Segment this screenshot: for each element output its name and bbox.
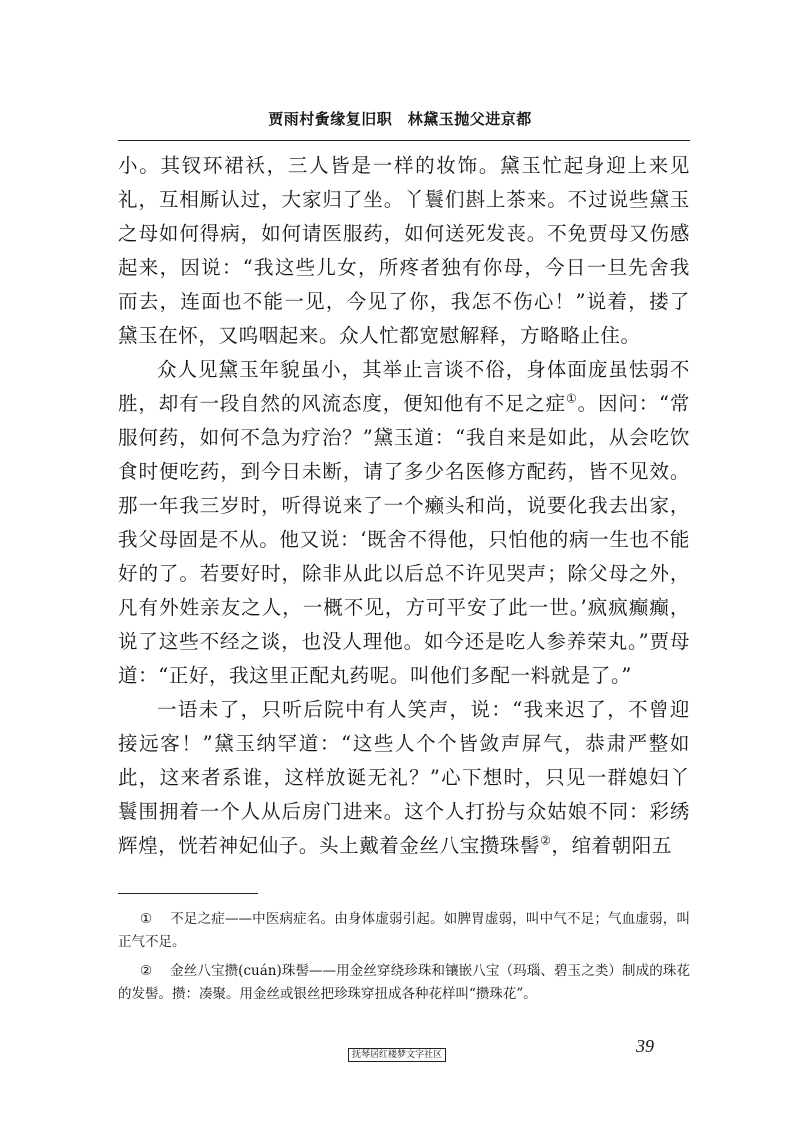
running-header: 贾雨村夤缘复旧职 林黛玉抛父进京都 — [268, 110, 532, 128]
page-number: 39 — [636, 1036, 654, 1056]
footnotes — [118, 908, 690, 1012]
paragraph-2-text-after: 。因问：“常服何药，如何不急为疗治？”黛玉道：“我自来是如此，从会吃饮食时便吃药，到今日未断，请了多少名医修方配药，皆不见效。那一年我三岁时，听得说来了一个癞头和尚，说要化我去出家，我父母固是不从。他又说：‘既舍不得他，只怕他的病一生也不能好的了。若要好时，除非从此以后总不许见哭声；除父母之外，凡有外姓亲友之人，一概不见，方可平安了此一世。’疯疯癫癫，说了这些不经之谈，也没人理他。如今还是吃人参养荣丸。”贾母道：“正好，我这里正配丸药呢。叫他们多配一料就是了。” — [118, 392, 690, 687]
paragraph-3-text-before: 一语未了，只听后院中有人笑声，说：“我来迟了，不曾迎接远客！”黛玉纳罕道：“这些人个个皆敛声屏气，恭肃严整如此，这来者系谁，这样放诞无礼？”心下想时，只见一群媳妇丫鬟围拥着一个人从后房门进来。这个人打扮与众姑娘不同：彩绣辉煌，恍若神妃仙子。头上戴着金丝八宝攒珠髻 — [118, 698, 690, 857]
footnote-rule — [118, 893, 258, 894]
footnote-2-number: ② — [140, 963, 153, 979]
footnote-2 — [118, 960, 690, 1006]
body-text — [118, 149, 690, 863]
footnote-1-number: ① — [140, 911, 153, 927]
footnote-1 — [118, 908, 690, 954]
paragraph-1-text: 小。其钗环裙袄，三人皆是一样的妆饰。黛玉忙起身迎上来见礼，互相厮认过，大家归了坐。丫鬟们斟上茶来。不过说些黛玉之母如何得病，如何请医服药，如何送死发丧。不免贾母又伤感起来，因说：“我这些儿女，所疼者独有你母，今日一旦先舍我而去，连面也不能一见，今见了你，我怎不伤心！”说着，搂了黛玉在怀，又呜咽起来。众人忙都宽慰解释，方略略止住。 — [118, 154, 690, 347]
footnote-ref-1[interactable]: ① — [565, 391, 578, 406]
footnote-2-text: 金丝八宝攒(cuán)珠髻——用金丝穿绕珍珠和镶嵌八宝（玛瑙、碧玉之类）制成的珠花的发髻。攒：凑聚。用金丝或银丝把珍珠穿扭成各种花样叫“攒珠花”。 — [118, 963, 690, 1002]
paragraph-1 — [118, 149, 690, 353]
footnote-ref-2[interactable]: ② — [540, 833, 552, 848]
paragraph-2-text-before: 众人见黛玉年貌虽小，其举止言谈不俗，身体面庞虽怯弱不胜，却有一段自然的风流态度，便知他有不足之症 — [118, 358, 690, 415]
footnote-1-text: 不足之症——中医病症名。由身体虚弱引起。如脾胃虚弱，叫中气不足；气血虚弱，叫正气不足。 — [118, 911, 690, 950]
paragraph-3-text-after: ，绾着朝阳五 — [551, 834, 673, 857]
header-rule — [118, 140, 690, 141]
paragraph-2 — [118, 353, 690, 693]
paragraph-3 — [118, 693, 690, 863]
source-stamp: 抚琴居红楼梦文字社区 — [348, 1048, 446, 1062]
